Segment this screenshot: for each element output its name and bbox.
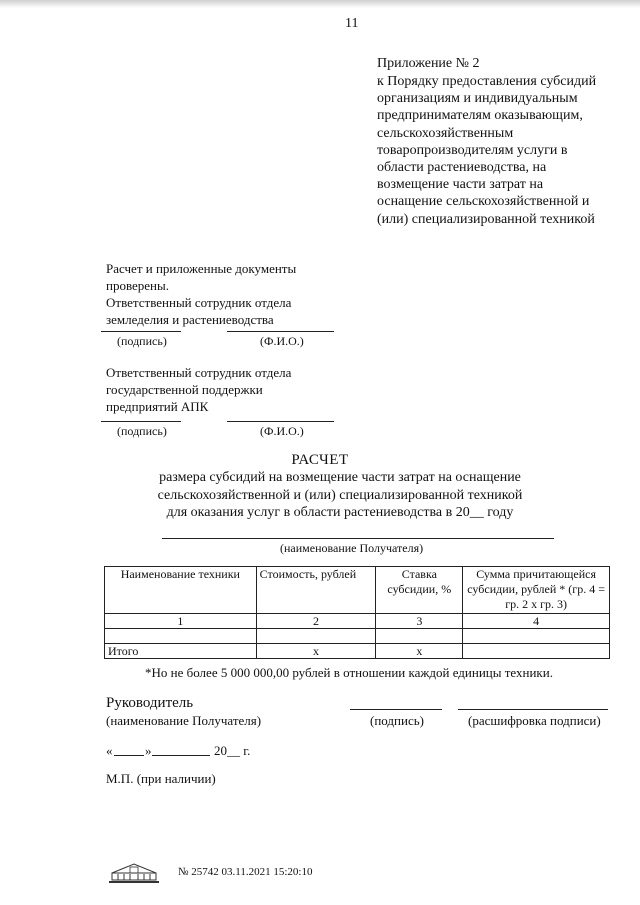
table-cell: х [256,644,376,659]
support-sign-caption: (подпись) [117,424,167,438]
check-name-line [227,331,334,332]
date-day-line [114,755,144,756]
appendix-header [377,55,637,228]
footer-datetime: 03.11.2021 15:20:10 [221,866,313,878]
head-decode-caption: (расшифровка подписи) [468,713,601,728]
check-line: земледелия и растениеводства [106,312,274,327]
appendix-line: области растениеводства, на [377,160,547,176]
calc-subtitle-line: сельскохозяйственной и (или) специализированной техникой [157,487,523,503]
calc-subtitle [140,469,540,522]
table-cell [105,629,257,644]
appendix-line: возмещение части затрат на [377,177,544,193]
footer-doc-number: № 25742 [178,866,219,878]
recipient-caption: (наименование Получателя) [280,541,424,555]
support-block [106,364,336,415]
support-name-line [227,421,334,422]
table-cell [256,629,376,644]
appendix-line: товаропроизводителям услуги в [377,142,568,158]
date-close: » [145,743,152,758]
table-number-row [105,614,610,629]
check-line: Расчет и приложенные документы [106,261,297,276]
appendix-line: оснащение сельскохозяйственной и [377,194,590,210]
appendix-title: Приложение № 2 [377,56,480,71]
check-line: Ответственный сотрудник отдела [106,295,292,310]
appendix-body [377,73,637,228]
table-cell: Итого [105,644,257,659]
head-role: Руководитель [106,695,194,711]
appendix-line: сельскохозяйственным [377,125,514,141]
footer-registration [178,866,312,878]
table-row [105,629,610,644]
check-sign-caption: (подпись) [117,334,167,348]
recipient-line [162,538,554,539]
head-decode-line [458,709,608,710]
page-number: 11 [345,16,359,31]
header-amount: Сумма причитающейся субсидии, рублей * (гр. 4 = гр. 2 х гр. 3) [463,567,610,614]
header-rate: Ставка субсидии, % [376,567,463,614]
footnote: *Но не более 5 000 000,00 рублей в отношении каждой единицы техники. [145,665,553,680]
table-total-row [105,644,610,659]
table-cell [463,644,610,659]
date-month-line [152,755,210,756]
calc-title: РАСЧЕТ [291,452,349,468]
date-year: 20__ г. [214,743,251,758]
stamp-label: М.П. (при наличии) [106,771,216,786]
appendix-line: организациям и индивидуальным [377,91,578,107]
date-open: « [106,743,113,758]
header-equipment: Наименование техники [105,567,257,614]
scan-top-edge [0,0,640,8]
head-sign-caption: (подпись) [370,713,424,728]
check-block [106,260,336,328]
header-cost: Стоимость, рублей [256,567,376,614]
table-cell [376,629,463,644]
head-recipient-caption: (наименование Получателя) [106,713,262,728]
calc-subtitle-line: размера субсидий на возмещение части затрат на оснащение [159,470,521,485]
support-name-caption: (Ф.И.О.) [260,424,304,438]
calc-subtitle-line: для оказания услуг в области растениеводства в 20__ году [166,505,514,520]
check-name-caption: (Ф.И.О.) [260,334,304,348]
support-sign-line [101,421,181,422]
table-cell: 2 [256,614,376,629]
check-sign-line [101,331,181,332]
support-line: предприятий АПК [106,399,209,414]
table-cell: 4 [463,614,610,629]
head-sign-line [350,709,442,710]
support-line: Ответственный сотрудник отдела [106,365,292,380]
check-line: проверены. [106,278,170,293]
table-cell: х [376,644,463,659]
table-header-row [105,567,610,614]
appendix-line: (или) специализированной техникой [377,211,595,227]
subsidy-table [104,566,610,659]
support-line: государственной поддержки [106,382,263,397]
table-cell: 3 [376,614,463,629]
table-cell: 1 [105,614,257,629]
table-cell [463,629,610,644]
building-emblem-icon [108,862,160,884]
appendix-line: к Порядку предоставления субсидий [377,74,597,89]
appendix-line: предпринимателям оказывающим, [377,108,583,124]
